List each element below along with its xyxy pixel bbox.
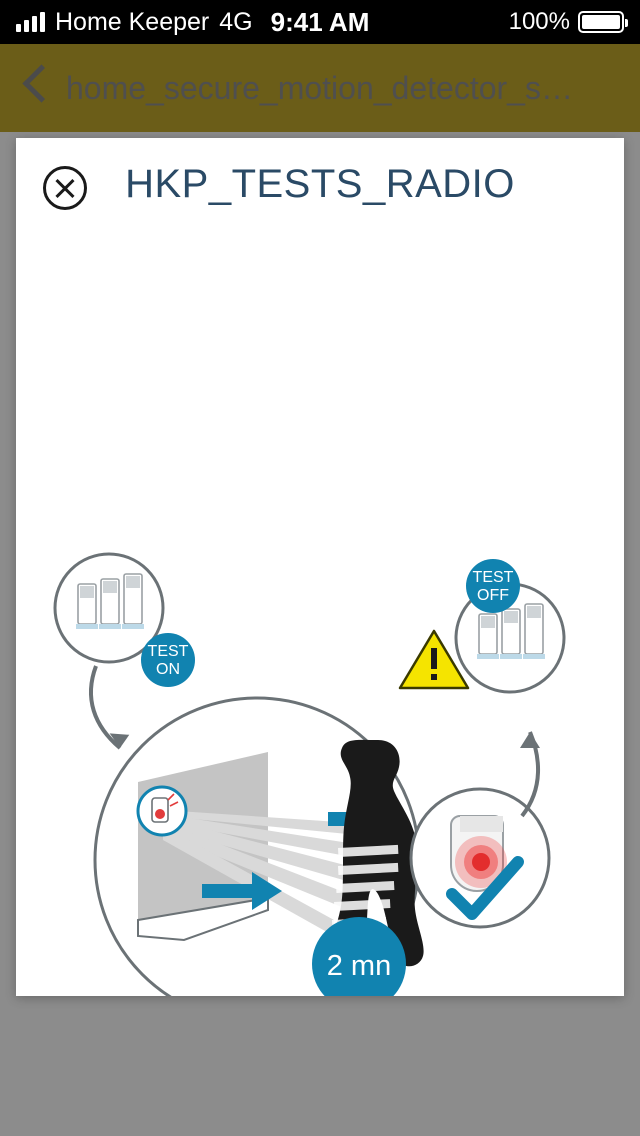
svg-text:ON: ON	[156, 661, 180, 678]
timer-label: 2 mn	[326, 950, 392, 982]
status-bar	[0, 0, 640, 44]
page-title: home_secure_motion_detector_s…	[66, 69, 573, 106]
network-type-label: 4G	[219, 7, 253, 36]
test-off-badge	[466, 559, 520, 613]
svg-text:TEST: TEST	[147, 643, 189, 660]
clock-label: 9:41 AM	[270, 6, 370, 37]
svg-text:OFF: OFF	[477, 587, 509, 604]
status-bar-right	[509, 8, 624, 36]
radio-test-modal	[16, 138, 624, 996]
detector-highlight	[138, 787, 186, 835]
battery-percent-label: 100%	[508, 8, 570, 35]
radio-test-procedure-diagram	[16, 248, 624, 996]
chevron-left-icon[interactable]	[16, 58, 60, 118]
modal-header	[16, 138, 624, 248]
carrier-label: Home Keeper	[55, 7, 210, 36]
signal-bars-icon	[16, 12, 45, 32]
test-on-badge	[141, 633, 195, 687]
status-bar-left	[16, 8, 253, 37]
modal-title: HKP_TESTS_RADIO	[125, 162, 515, 206]
svg-text:TEST: TEST	[472, 569, 514, 586]
battery-full-icon	[578, 11, 624, 33]
navigation-bar	[0, 44, 640, 132]
